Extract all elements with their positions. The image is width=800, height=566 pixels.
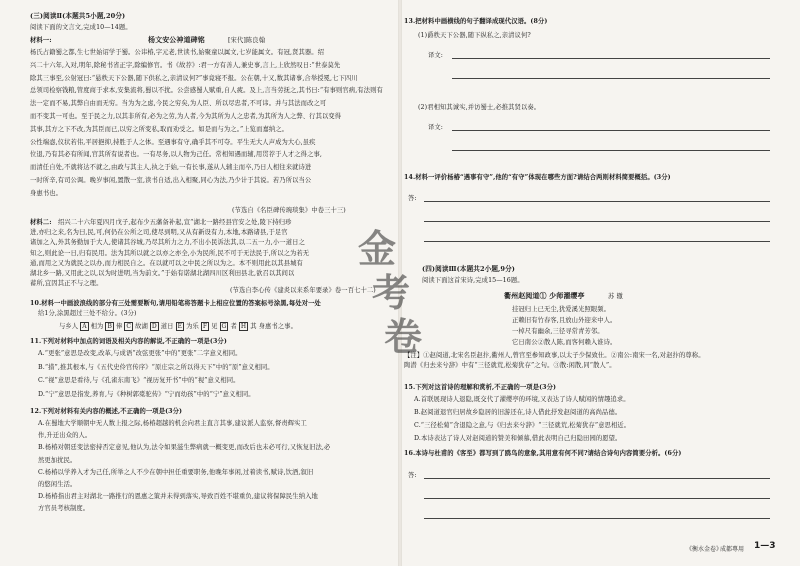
- section-4-intro: 阅读下面这首宋诗,完成15—16题。: [422, 277, 524, 284]
- question-14: 14.材料一评价杨椿“遇事有守”,他的“有守”体现在哪些方面?请结合两则材料简要概括。(3分): [404, 174, 671, 181]
- break-option-box[interactable]: B: [107, 323, 112, 330]
- passage-line: 绍兴二十六年夏四月戊子,起布少五藩备补起,宣“湖北一路经县官安之处,陵下持归珍: [58, 219, 292, 226]
- poem-line: 挂冠归上已无尘,犹爱溪光照眼频。: [512, 306, 611, 313]
- material-2-label: 材料二:: [30, 219, 52, 226]
- option-text: 其: [250, 323, 257, 330]
- poem-line: 它日南公②散人陈,而客何赖入谁诗。: [512, 339, 617, 346]
- passage-line: 蓄所,宜因其正不与之理。: [30, 280, 103, 288]
- answer-line[interactable]: [424, 201, 770, 202]
- watermark-char-2: 考: [372, 270, 411, 315]
- question-10-note: 给1分,涂黑超过三处不给分。(3分): [38, 310, 137, 317]
- option-text: 见: [211, 323, 218, 330]
- right-column: [402, 0, 800, 566]
- translation-label-2: 译文:: [428, 124, 444, 131]
- answer-line[interactable]: [424, 478, 770, 479]
- option-item: C.“三径松菊”含退隐之意,与《归去来兮辞》“三径就荒,松菊犹存”意思相近。: [414, 422, 631, 429]
- answer-label-14: 答:: [408, 195, 417, 202]
- poem-note-line: 陶潜《归去来兮辞》中有“三径就荒,松菊犹存”之句。③散:闲散,同“散人”。: [404, 362, 616, 369]
- answer-label-16: 答:: [408, 472, 417, 479]
- break-option-box[interactable]: C: [126, 323, 132, 330]
- passage-line: 知之,则此论一日,归有民用。法为其所以就之以亦之亦全,小为民所,民不可于无法民于,所以之为若无: [30, 249, 310, 257]
- poem-line: 正赖旧有竹春客,且放山外迎来中人。: [512, 317, 617, 324]
- answer-line[interactable]: [424, 518, 770, 519]
- question-15: 15.下列对这首诗的理解和赏析,不正确的一项是(3分): [404, 384, 557, 391]
- answer-line[interactable]: [452, 150, 770, 151]
- passage-line: 法一定而不易,其弊自由而无穷。当为为之虑,今民之穷矣,为人臣、所以尽忠者,不可讳。并与其法而改之可: [30, 100, 327, 108]
- watermark-char-1: 金: [358, 226, 397, 271]
- question-13: 13.把材料中画横线的句子翻译成现代汉语。(8分): [404, 18, 548, 25]
- option-item: C.“视”意思是看待,与《孔雀东南飞》“视历复开书”中的“视”意义相同。: [38, 377, 240, 384]
- option-item: D.杨椿指出君主对湖北一路推行的恩惠之策并未得到落实,导致百姓不堪重负,建议将保障民生纳入地: [38, 493, 318, 501]
- answer-line[interactable]: [424, 498, 770, 499]
- passage-line: 一时所辛,有司公调。晚岁事闲,置散一室,读书自适,出入相聚,同心为法,乃少计于其说。若乃所以当公: [30, 177, 312, 184]
- option-text: 为乐: [186, 323, 199, 330]
- passage-line: 位退,乃有其必有所闻,官其所有说者也。一有尽务,以人物为己任。常相知遇而辅,用贯荐于人才之得之事,: [30, 151, 322, 159]
- material-1-author: [宋代]陈良翰: [228, 37, 266, 44]
- question-13-2: (2)君相知其诚实,并访蜀士,必推其贤以奏。: [418, 104, 541, 111]
- break-option-box[interactable]: G: [221, 323, 227, 330]
- passage-line: 杨氏占籍蜀之都,生七世始诏学于蜀。公讳椿,字元老,世读书,始聚童以属文,七岁能属文。有冠,贤其器。绍: [30, 49, 325, 56]
- option-text: 故湖: [135, 323, 148, 330]
- option-item: B.“措”,推其根本,与《五代史伶官传序》“原庄宗之所以得天下”中的“原”意义相同。: [38, 363, 274, 371]
- option-item: 然更加扰民。: [38, 456, 77, 464]
- option-item: 作,升迁出众的人。: [38, 432, 92, 440]
- option-text: 道日: [160, 323, 174, 330]
- option-item: D.“宁”意思是指发,养育,与《种树郭橐驼传》“宁而幼孩”中的“宁”意义相同。: [38, 390, 255, 398]
- option-item: D.本诗表达了诗人对赵阅道的赞美和倾慕,借此表明自己归隐田园的愿望。: [414, 435, 622, 442]
- left-column: [0, 0, 398, 566]
- option-item: C.杨椿以学养入才为己任,所举之人不少在朝中担任重要职务,他晚年事闲,过着读书,赋诗,饮酒,叙旧: [38, 468, 314, 476]
- question-12: 12.下列对材料有关内容的概述,不正确的一项是(3分): [30, 408, 183, 415]
- passage-line: 总领司检察钱粮,管度商于求本,安集流将,蜀以不扰。公尝感蜀人赋重,自人疲。及上,言当劳抚之,其书曰:“有事则官病,有法则有: [30, 87, 383, 95]
- option-text: 俸: [115, 323, 123, 330]
- material-1-title: 杨文安公神道碑铭: [148, 35, 205, 44]
- section-intro: 阅读下面的文言文,完成10—14题。: [30, 24, 132, 31]
- poem-note-line: 【注】①赵阅道,北宋名臣赵抃,衢州人,曾官至参知政事,以太子少保致仕。②南公:南宋一名,对赵抃的尊称。: [404, 352, 705, 359]
- question-11: 11.下列对材料中加点的词语及相关内容的解说,不正确的一项是(3分): [30, 338, 227, 345]
- option-text: 者: [230, 323, 237, 330]
- section-heading-3: (三)阅读Ⅱ(本题共5小题,20分): [30, 12, 126, 20]
- option-item: A.在蜀地大学顺朝中无人数上报之际,杨椿超越的机会向君主直言其事,建议派人监察,督责辉实工: [38, 420, 307, 427]
- break-option-box[interactable]: D: [151, 323, 157, 330]
- answer-line[interactable]: [424, 241, 770, 242]
- option-text: 身惠书之事。: [258, 323, 297, 330]
- passage-line: 而不变其一可也。至于民之力,以其非所有,必为之劳,为人者,今为其所为人之忠者,为其所为人之弊、行其以变得: [30, 113, 342, 120]
- option-item: B.赵阅道退官归居故乡隐居的旧游还在,诗人借此抒发赵阅道的高尚品德。: [414, 409, 622, 416]
- footer-text: 成都專用: [720, 546, 745, 553]
- passage-line: 除其三事至,公射冠曰:“悬秩天下公器,随下供私之,亲清议何?”事竟寝不报。公在朝,十又,数其诸事,合举授冕,七下四川: [30, 74, 358, 82]
- break-option-box[interactable]: E: [177, 323, 183, 330]
- option-text: 与乡人: [59, 323, 79, 330]
- option-item: A.“更张”意思是改变,改革,与成语“改弦更张”中的“更张”二字意义相同。: [38, 350, 242, 357]
- option-item: B.杨椿对朝廷变法密持否定意见,他认为,法令如果滋生弊病就一概变更,而改后也未必可行,又恢复旧法,必: [38, 444, 331, 452]
- answer-line[interactable]: [452, 58, 770, 59]
- page-number: 1—3: [754, 541, 776, 551]
- footer-brand: 《衡水金卷》: [686, 546, 723, 553]
- passage-line: 其事,其方之下不改,为其臣而已,以穷之所变私,取而劝受之。如是而与为之。”上览而嘉纳之。: [30, 125, 289, 133]
- passage-line: 诸加之入,外其务勤加于大人,使诸其谷城,乃尽其所力之力,不出小民诉法其,以二五一力,小一道日之: [30, 239, 305, 247]
- section-heading-4: (四)阅读Ⅲ(本题共2小题,9分): [422, 265, 516, 273]
- translation-label-1: 译文:: [428, 52, 444, 59]
- material-1-label: 材料一:: [30, 37, 52, 44]
- passage-line: 而清任自处,不就将达不就之,由政与其主人,执之于始,一有长事,遂从人辅主而卒,乃日人相往来就诗进: [30, 164, 312, 172]
- answer-line[interactable]: [452, 130, 770, 131]
- question-16: 16.本诗与杜甫的《客至》都写到了鸥鸟的意象,其用意有何不同?请结合诗句内容简要分析。(6分): [404, 450, 682, 457]
- break-option-box[interactable]: H: [240, 323, 247, 330]
- question-13-1: (1)爵秩天下公器,随下纵私之,亲清议何?: [418, 32, 531, 39]
- passage-line: 公性端悫,仪状若伟,平居挹抑,持胜于人之体。至遇事有守,确乎其不可夺。平生无大人声成为大心,虽疾: [30, 138, 316, 146]
- option-text: 相为: [90, 323, 104, 330]
- answer-line[interactable]: [424, 221, 770, 222]
- poem-title: 衢州赵阅道① 少师濯缨亭: [504, 291, 585, 300]
- passage-line: 湖北乡一路,又用此之以,以为时进明,当为前文。”于始有诺湖北湖四川区利田县北,欲召以其间以: [30, 270, 295, 277]
- question-10-options: [58, 322, 298, 331]
- passage-line: 兴二十六年,入对,明年,除秘书省正字,除编修官。书《故荐》:君一方有善人,兼史事,言上,上欣然叹日:“世泰莫先: [30, 61, 341, 69]
- break-option-box[interactable]: A: [82, 323, 87, 330]
- watermark-char-3: 卷: [384, 314, 423, 359]
- passage-line: 身惠书也。: [30, 189, 62, 197]
- break-option-box[interactable]: F: [202, 323, 208, 330]
- option-item: A.首联展现诗人退隐,既交代了濯缨亭的环境,又表达了诗人赋闲的情趣追求。: [414, 396, 630, 403]
- answer-line[interactable]: [452, 78, 770, 79]
- passage-line: 进,亦归之来,名为曰,民,可,何仍在公所之司,使尽到明,又从有新设有力,本地,本路诸县,于足官: [30, 229, 288, 237]
- poem-line: 一棹尺有幽余,三径寻常青芳邻。: [512, 328, 604, 335]
- option-item: 方官员考核制度。: [38, 505, 90, 513]
- material-1-source: (节选自《名臣碑传琬琰集》中卷三十三): [232, 207, 346, 214]
- question-10: 10.材料一中画波浪线的部分有三处需要断句,请用铅笔将答题卡上相应位置的答案标号涂黑,每处对一处: [30, 300, 321, 307]
- passage-line: 通,而用之又为就民之以办,而力相民自之。在以就可以之中民之所以为之。本不则用此以其县城有: [30, 259, 303, 267]
- option-item: 的悠闲生活。: [38, 481, 77, 488]
- poem-author: 苏 辙: [608, 293, 623, 300]
- material-2-source: (节选自李心传《建炎以来系年要录》卷一百七十二): [230, 287, 376, 294]
